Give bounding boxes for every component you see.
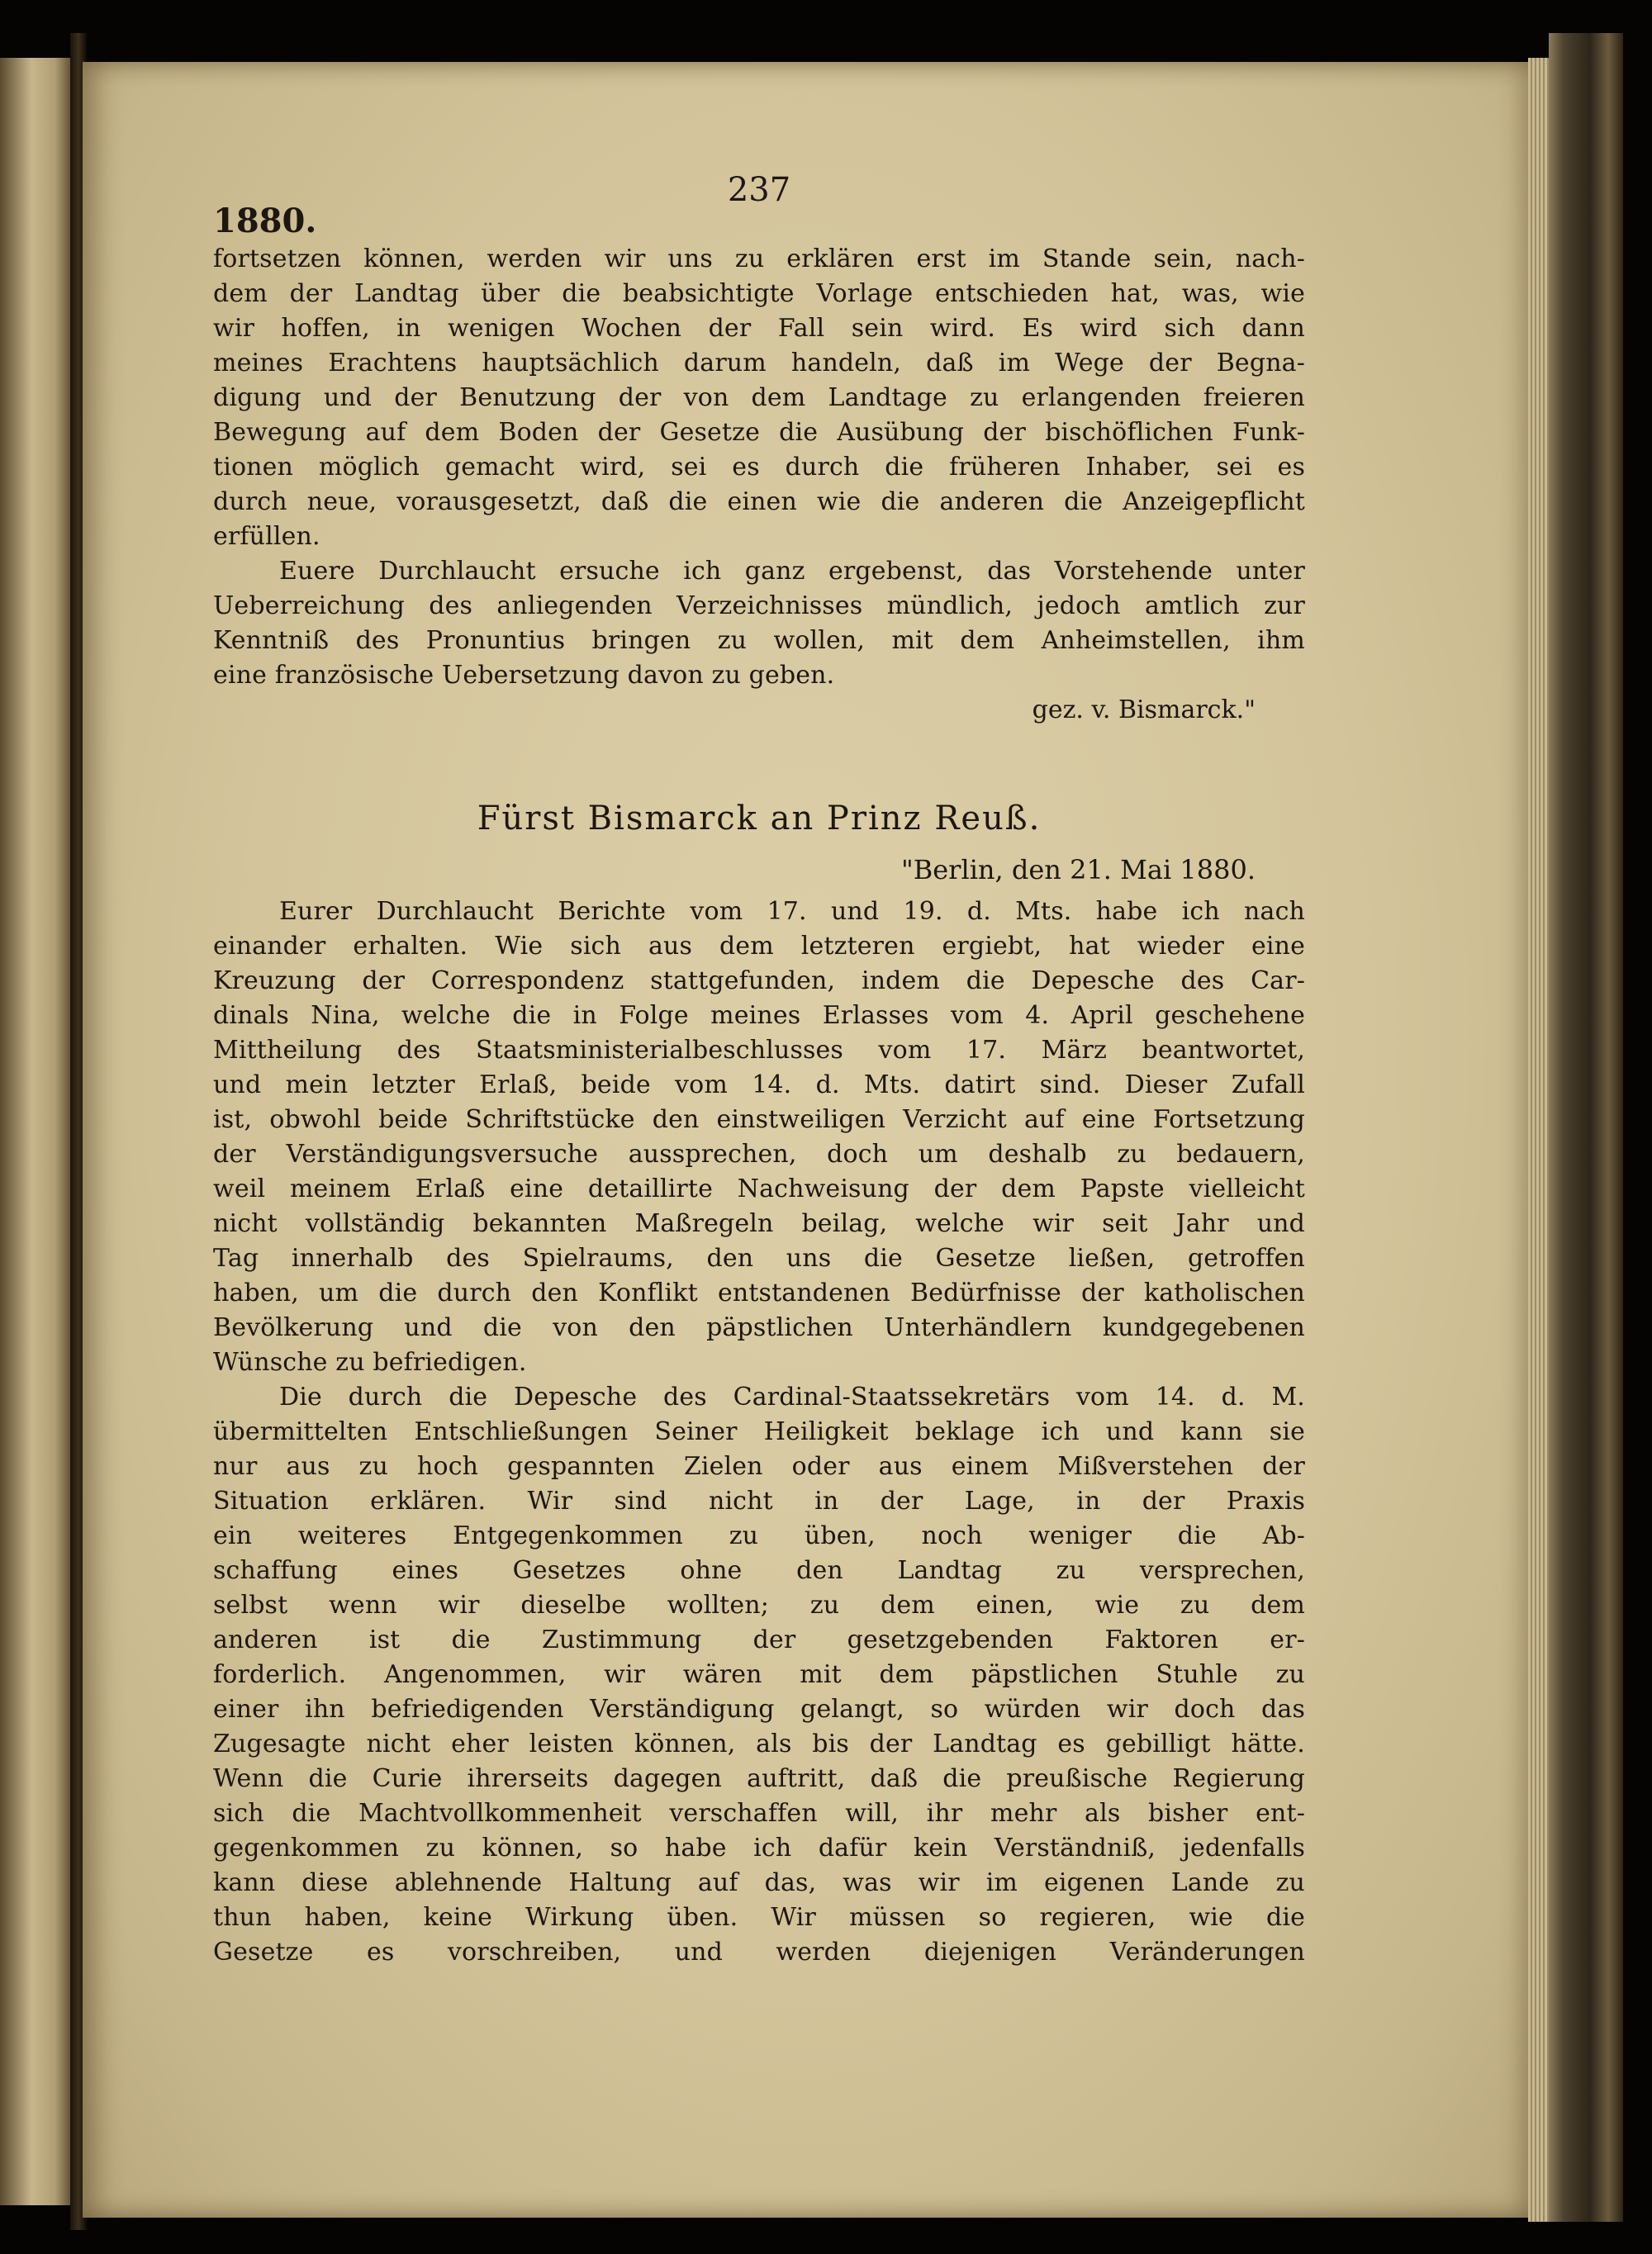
text-line: selbst wenn wir dieselbe wollten; zu dem einen, wie zu dem xyxy=(213,1591,1305,1620)
text-line: dem der Landtag über die beabsichtigte Vorlage entschieden hat, was, wie xyxy=(213,279,1305,308)
text-line: sich die Machtvollkommenheit verschaffen will, ihr mehr als bisher ent- xyxy=(213,1799,1305,1828)
letter1-paragraph2 xyxy=(213,554,1305,693)
text-line: Situation erklären. Wir sind nicht in der Lage, in der Praxis xyxy=(213,1487,1305,1516)
book-cover-edge xyxy=(1549,33,1623,2222)
text-line: Ueberreichung des anliegenden Verzeichnisses mündlich, jedoch amtlich zur xyxy=(213,591,1305,620)
text-line: Wenn die Curie ihrerseits dagegen auftritt, daß die preußische Regierung xyxy=(213,1764,1305,1793)
letter2-paragraph2 xyxy=(213,1380,1305,1970)
text-line: Zugesagte nicht eher leisten können, als bis der Landtag es gebilligt hätte. xyxy=(213,1730,1305,1758)
dateline: "Berlin, den 21. Mai 1880. xyxy=(900,854,1256,885)
text-line: Tag innerhalb des Spielraums, den uns die Gesetze ließen, getroffen xyxy=(213,1244,1305,1273)
text-line: erfüllen. xyxy=(213,522,320,551)
text-line: Die durch die Depesche des Cardinal-Staatssekretärs vom 14. d. M. xyxy=(279,1383,1305,1412)
letter2-paragraph1 xyxy=(213,894,1305,1380)
book-page xyxy=(83,62,1528,2218)
text-line: und mein letzter Erlaß, beide vom 14. d. Mts. datirt sind. Dieser Zufall xyxy=(213,1070,1305,1099)
text-line: schaffung eines Gesetzes ohne den Landtag zu versprechen, xyxy=(213,1556,1305,1585)
text-line: einander erhalten. Wie sich aus dem letzteren ergiebt, hat wieder eine xyxy=(213,932,1305,961)
text-line: wir hoffen, in wenigen Wochen der Fall sein wird. Es wird sich dann xyxy=(213,314,1305,343)
text-line: nur aus zu hoch gespannten Zielen oder aus einem Mißverstehen der xyxy=(213,1452,1305,1481)
text-line: ist, obwohl beide Schriftstücke den einstweiligen Verzicht auf eine Fortsetzung xyxy=(213,1105,1305,1134)
text-line: digung und der Benutzung der von dem Landtage zu erlangenden freieren xyxy=(213,383,1305,412)
text-line: ein weiteres Entgegenkommen zu üben, noch weniger die Ab- xyxy=(213,1521,1305,1550)
text-block xyxy=(213,169,1305,1970)
text-line: weil meinem Erlaß eine detaillirte Nachweisung der dem Papste vielleicht xyxy=(213,1174,1305,1203)
section-title: Fürst Bismarck an Prinz Reuß. xyxy=(477,800,1042,838)
text-line: Kreuzung der Correspondenz stattgefunden, indem die Depesche des Car- xyxy=(213,966,1305,995)
text-line: meines Erachtens hauptsächlich darum handeln, daß im Wege der Begna- xyxy=(213,349,1305,377)
text-line: dinals Nina, welche die in Folge meines Erlasses vom 4. April geschehene xyxy=(213,1001,1305,1030)
text-line: übermittelten Entschließungen Seiner Heiligkeit beklage ich und kann sie xyxy=(213,1417,1305,1446)
text-line: Gesetze es vorschreiben, und werden diejenigen Veränderungen xyxy=(213,1938,1305,1967)
text-line: gegenkommen zu können, so habe ich dafür kein Verständniß, jedenfalls xyxy=(213,1834,1305,1863)
page-number: 237 xyxy=(727,171,791,209)
text-line: kann diese ablehnende Haltung auf das, was wir im eigenen Lande zu xyxy=(213,1868,1305,1897)
text-line: fortsetzen können, werden wir uns zu erklären erst im Stande sein, nach- xyxy=(213,244,1305,273)
text-line: forderlich. Angenommen, wir wären mit dem päpstlichen Stuhle zu xyxy=(213,1660,1305,1689)
text-line: Euere Durchlaucht ersuche ich ganz ergebenst, das Vorstehende unter xyxy=(279,557,1305,586)
text-line: thun haben, keine Wirkung üben. Wir müssen so regieren, wie die xyxy=(213,1903,1305,1932)
text-line: einer ihn befriedigenden Verständigung gelangt, so würden wir doch das xyxy=(213,1695,1305,1724)
text-line: eine französische Uebersetzung davon zu geben. xyxy=(213,661,835,690)
left-page-edge xyxy=(0,58,78,2205)
text-line: durch neue, vorausgesetzt, daß die einen wie die anderen die Anzeigepflicht xyxy=(213,487,1305,516)
text-line: tionen möglich gemacht wird, sei es durch die früheren Inhaber, sei es xyxy=(213,453,1305,482)
text-line: Wünsche zu befriedigen. xyxy=(213,1348,527,1377)
text-line: Mittheilung des Staatsministerialbeschlusses vom 17. März beantwortet, xyxy=(213,1036,1305,1065)
text-line: Kenntniß des Pronuntius bringen zu wollen, mit dem Anheimstellen, ihm xyxy=(213,626,1305,655)
text-line: der Verständigungsversuche aussprechen, doch um deshalb zu bedauern, xyxy=(213,1140,1305,1169)
text-line: Bewegung auf dem Boden der Gesetze die Ausübung der bischöflichen Funk- xyxy=(213,418,1305,447)
signature: gez. v. Bismarck." xyxy=(1032,695,1256,724)
text-line: haben, um die durch den Konflikt entstandenen Bedürfnisse der katholischen xyxy=(213,1279,1305,1307)
text-line: nicht vollständig bekannten Maßregeln beilag, welche wir seit Jahr und xyxy=(213,1209,1305,1238)
text-line: anderen ist die Zustimmung der gesetzgebenden Faktoren er- xyxy=(213,1625,1305,1654)
text-line: Eurer Durchlaucht Berichte vom 17. und 19. d. Mts. habe ich nach xyxy=(279,897,1305,926)
page-year-header: 1880. xyxy=(213,202,317,240)
letter1-paragraph1 xyxy=(213,242,1305,554)
text-line: Bevölkerung und die von den päpstlichen Unterhändlern kundgegebenen xyxy=(213,1313,1305,1342)
